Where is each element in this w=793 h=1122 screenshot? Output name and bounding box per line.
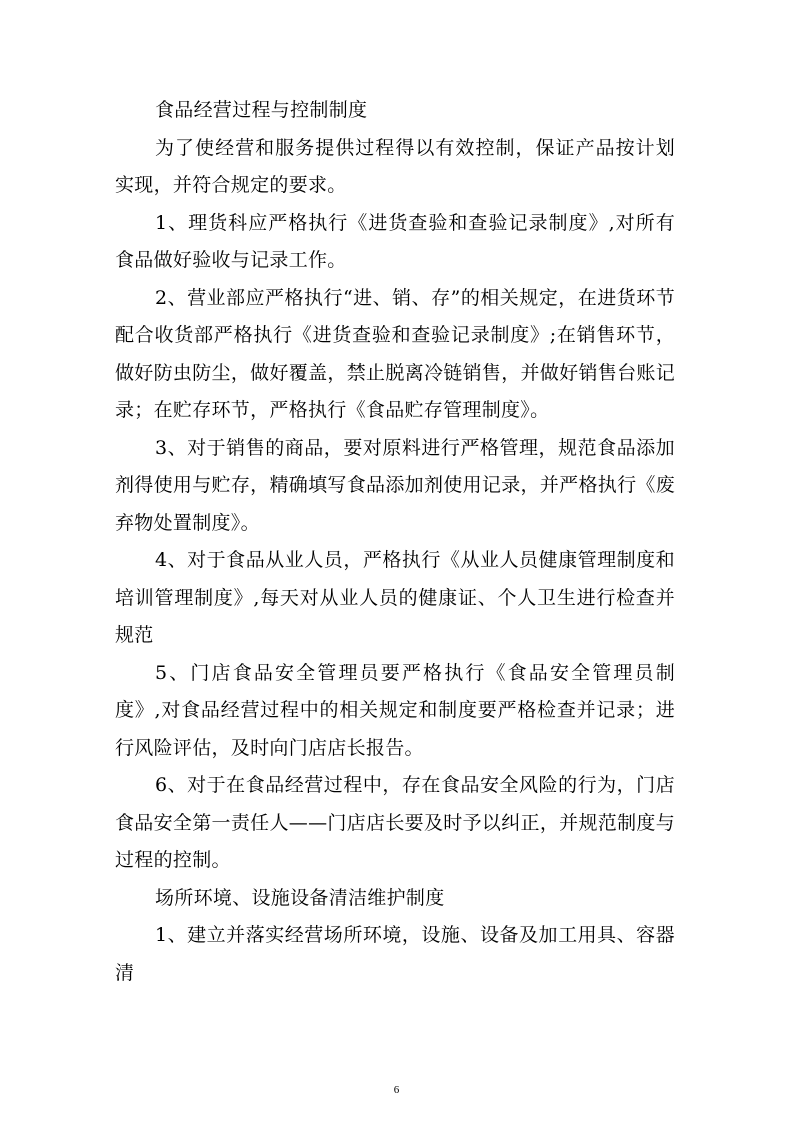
clause-5: 5、门店食品安全管理员要严格执行《食品安全管理员制度》,对食品经营过程中的相关规定和制度要严格检查并记录；进行风险评估，及时向门店店长报告。 [115, 661, 675, 759]
clause-3: 3、对于销售的商品，要对原料进行严格管理，规范食品添加剂得使用与贮存，精确填写食品添加剂使用记录，并严格执行《废弃物处置制度》。 [115, 436, 675, 534]
clause-cleaning-1: 1、建立并落实经营场所环境，设施、设备及加工用具、容器清 [115, 924, 675, 984]
page-number: 6 [393, 1084, 400, 1096]
clause-1: 1、理货科应严格执行《进货查验和查验记录制度》,对所有食品做好验收与记录工作。 [115, 211, 675, 271]
document-body [115, 92, 675, 992]
clause-4: 4、对于食品从业人员，严格执行《从业人员健康管理制度和培训管理制度》,每天对从业人员的健康证、个人卫生进行检查并规范 [115, 549, 675, 646]
intro-paragraph: 为了使经营和服务提供过程得以有效控制，保证产品按计划实现，并符合规定的要求。 [115, 136, 675, 196]
clause-6: 6、对于在食品经营过程中，存在食品安全风险的行为，门店食品安全第一责任人——门店店长要及时予以纠正，并规范制度与过程的控制。 [115, 774, 675, 871]
section-heading-process-control: 食品经营过程与控制制度 [155, 99, 368, 121]
section-heading-cleaning-maintenance: 场所环境、设施设备清洁维护制度 [155, 886, 445, 909]
clause-2: 2、营业部应严格执行“进、销、存”的相关规定，在进货环节配合收货部严格执行《进货查验和查验记录制度》;在销售环节，做好防虫防尘，做好覆盖，禁止脱离冷链销售，并做好销售台账记录；在贮存环节，严格执行《食品贮存管理制度》。 [115, 286, 675, 421]
